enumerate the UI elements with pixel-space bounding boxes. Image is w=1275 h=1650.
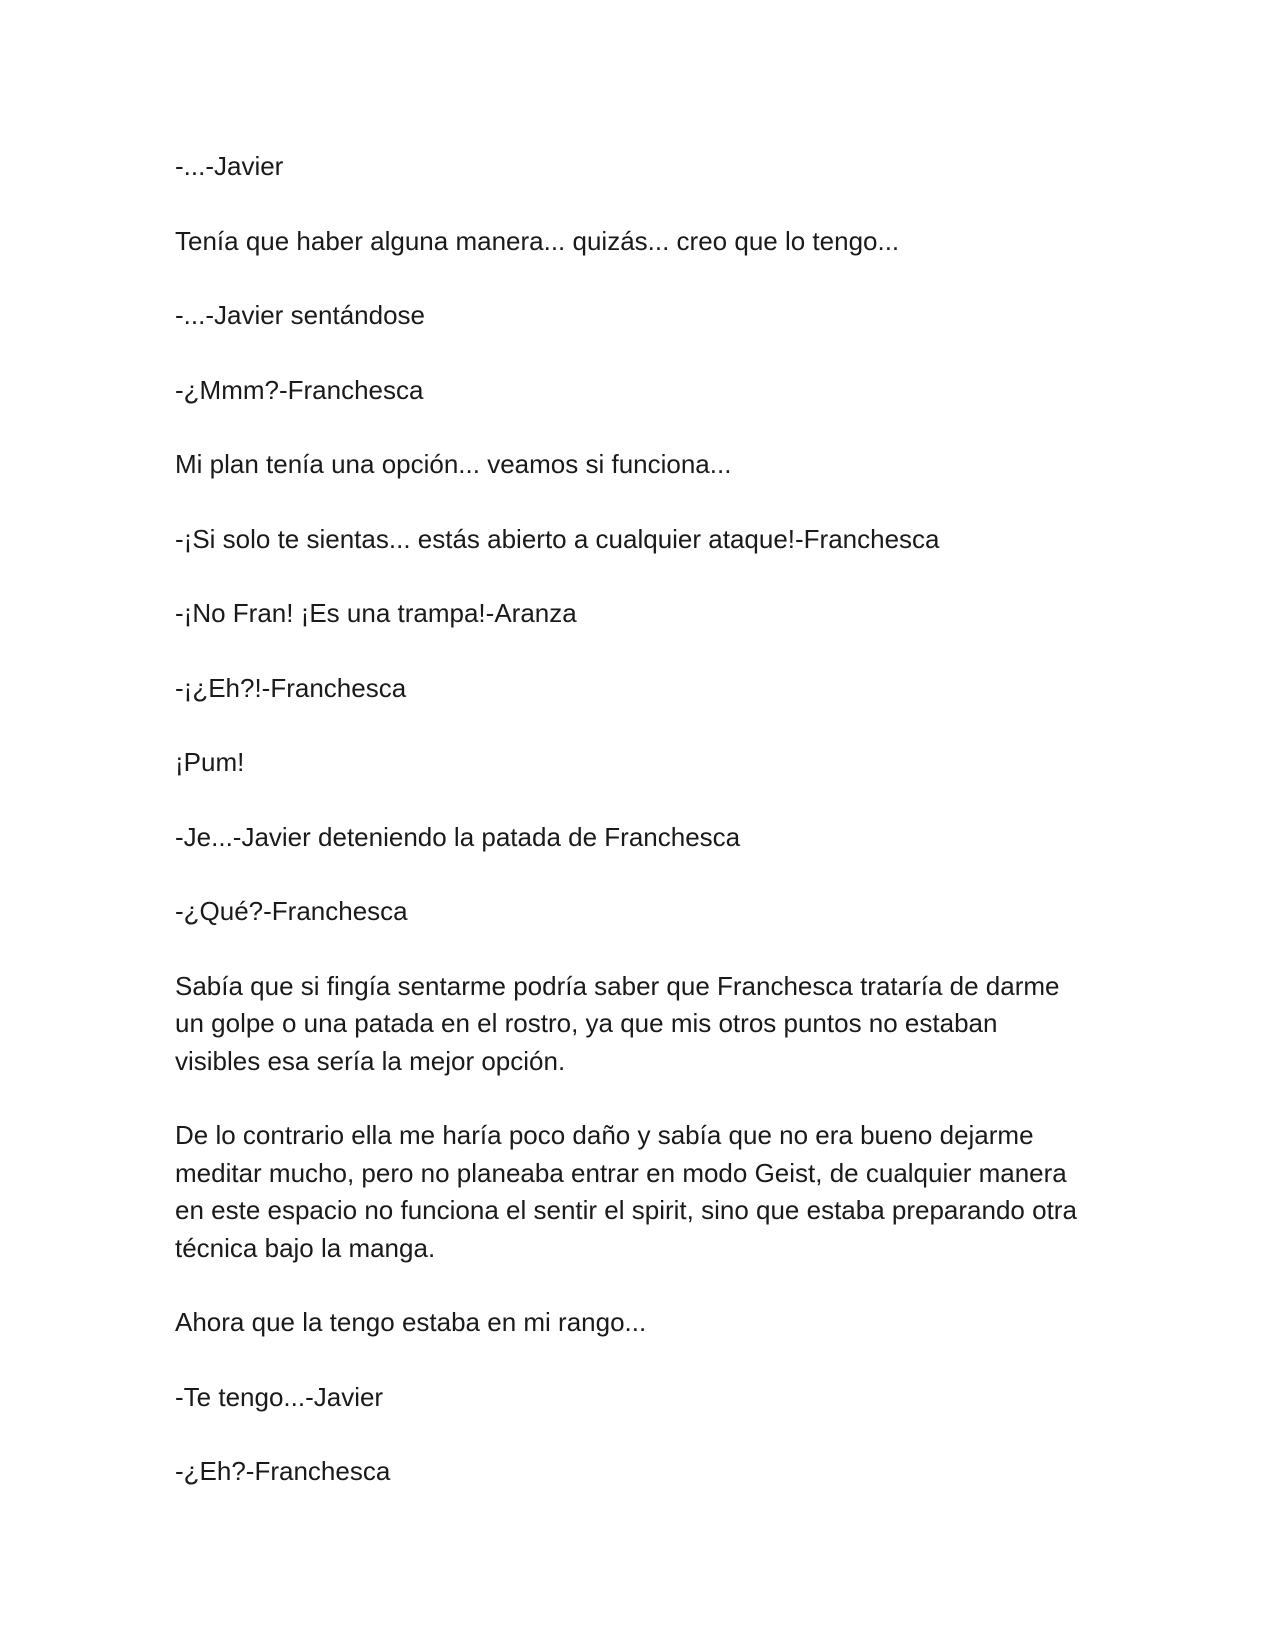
paragraph: Sabía que si fingía sentarme podría saber que Franchesca trataría de darme un golpe o una patada en el rostro, ya que mis otros puntos no estaban visibles esa sería la mejor opción. — [175, 970, 1060, 1076]
paragraph: -¿Mmm?-Franchesca — [175, 374, 424, 405]
paragraph: -Je...-Javier deteniendo la patada de Franchesca — [175, 821, 741, 852]
paragraph: -¿Qué?-Franchesca — [175, 896, 408, 926]
paragraph: -¡¿Eh?!-Franchesca — [175, 672, 407, 703]
paragraph: Ahora que la tengo estaba en mi rango... — [175, 1307, 647, 1337]
paragraph: Tenía que haber alguna manera... quizás... creo que lo tengo... — [175, 225, 900, 256]
document-body — [175, 148, 1085, 1528]
paragraph: Mi plan tenía una opción... veamos si funciona... — [175, 449, 732, 479]
paragraph: -...-Javier — [175, 151, 284, 181]
paragraph: -¿Eh?-Franchesca — [175, 1456, 391, 1486]
paragraph: -¡Si solo te sientas... estás abierto a cualquier ataque!-Franchesca — [175, 523, 940, 554]
paragraph: ¡Pum! — [175, 747, 245, 777]
paragraph: -¡No Fran! ¡Es una trampa!-Aranza — [175, 598, 577, 628]
paragraph: -Te tengo...-Javier — [175, 1381, 384, 1412]
paragraph: -...-Javier sentándose — [175, 300, 426, 330]
paragraph: De lo contrario ella me haría poco daño y sabía que no era bueno dejarme meditar mucho, pero no planeaba entrar en modo Geist, de cualquier manera en este espacio no funciona el sentir el spirit, sino que estaba preparando otra técnica bajo la manga. — [175, 1120, 1077, 1263]
